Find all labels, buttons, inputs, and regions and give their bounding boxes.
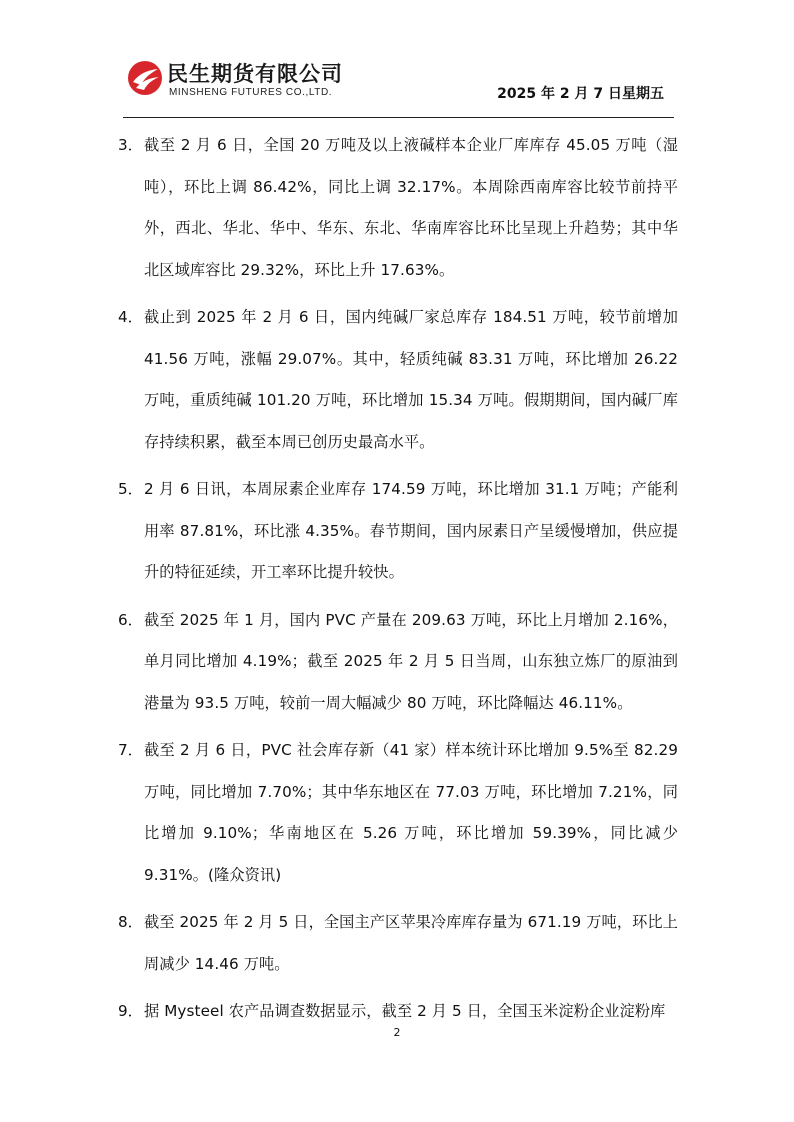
list-item — [118, 125, 678, 291]
news-list — [118, 125, 678, 1039]
item-number: 4． — [118, 308, 143, 326]
item-number: 9． — [118, 1002, 143, 1020]
item-number: 8． — [118, 913, 143, 931]
item-text: 2 月 6 日讯，本周尿素企业库存 174.59 万吨，环比增加 31.1 万吨；产能利用率 87.81%，环比涨 4.35%。春节期间，国内尿素日产呈缓慢增加，供应提升的特征延续，开工率环比提升较快。 — [144, 480, 678, 581]
item-text: 截至 2 月 6 日，全国 20 万吨及以上液碱样本企业厂库库存 45.05 万吨（湿吨），环比上调 86.42%，同比上调 32.17%。本周除西南库容比较节前持平外，西北、华北、华中、华东、东北、华南库容比环比呈现上升趋势；其中华北区域库容比 29.32%，环比上升 17.63%。 — [144, 136, 678, 279]
page-number: 2 — [393, 1026, 401, 1039]
item-text: 据 Mysteel 农产品调查数据显示，截至 2 月 5 日，全国玉米淀粉企业淀粉库 — [144, 1002, 666, 1020]
minsheng-logo-icon — [127, 60, 163, 96]
item-text: 截至 2 月 6 日，PVC 社会库存新（41 家）样本统计环比增加 9.5%至 82.29 万吨，同比增加 7.70%；其中华东地区在 77.03 万吨，环比增加 7.21%，同比增加 9.10%；华南地区在 5.26 万吨，环比增加 59.39%，同比减少 9.31%。(隆众资讯) — [144, 741, 678, 884]
header-divider — [123, 117, 674, 118]
report-date: 2025 年 2 月 7 日星期五 — [497, 86, 664, 102]
list-item — [118, 469, 678, 594]
item-number: 6． — [118, 610, 143, 629]
item-text: 截止到 2025 年 2 月 6 日，国内纯碱厂家总库存 184.51 万吨，较节前增加 41.56 万吨，涨幅 29.07%。其中，轻质纯碱 83.31 万吨，环比增加 26.22 万吨，重质纯碱 101.20 万吨，环比增加 15.34 万吨。假期期间，国内碱厂库存持续积累，截至本周已创历史最高水平。 — [144, 308, 678, 451]
item-number: 7． — [118, 741, 143, 759]
item-text: 截至 2025 年 2 月 5 日，全国主产区苹果冷库库存量为 671.19 万吨，环比上周减少 14.46 万吨。 — [144, 913, 678, 973]
list-item — [118, 600, 678, 725]
brand-name-cn: 民生期货有限公司 — [167, 62, 343, 86]
brand-name-en: MINSHENG FUTURES CO.,LTD. — [169, 87, 333, 98]
list-item — [118, 297, 678, 463]
item-number: 3． — [118, 136, 143, 154]
list-item — [118, 902, 678, 985]
page-header — [123, 54, 674, 118]
item-text: 截至 2025 年 1 月，国内 PVC 产量在 209.63 万吨，环比上月增加 2.16%，单月同比增加 4.19%；截至 2025 年 2 月 5 日当周，山东独立炼厂的原油到港量为 93.5 万吨，较前一周大幅减少 80 万吨，环比降幅达 46.11%。 — [144, 610, 678, 712]
company-logo — [123, 56, 373, 104]
list-item — [118, 730, 678, 896]
item-number: 5． — [118, 480, 143, 498]
